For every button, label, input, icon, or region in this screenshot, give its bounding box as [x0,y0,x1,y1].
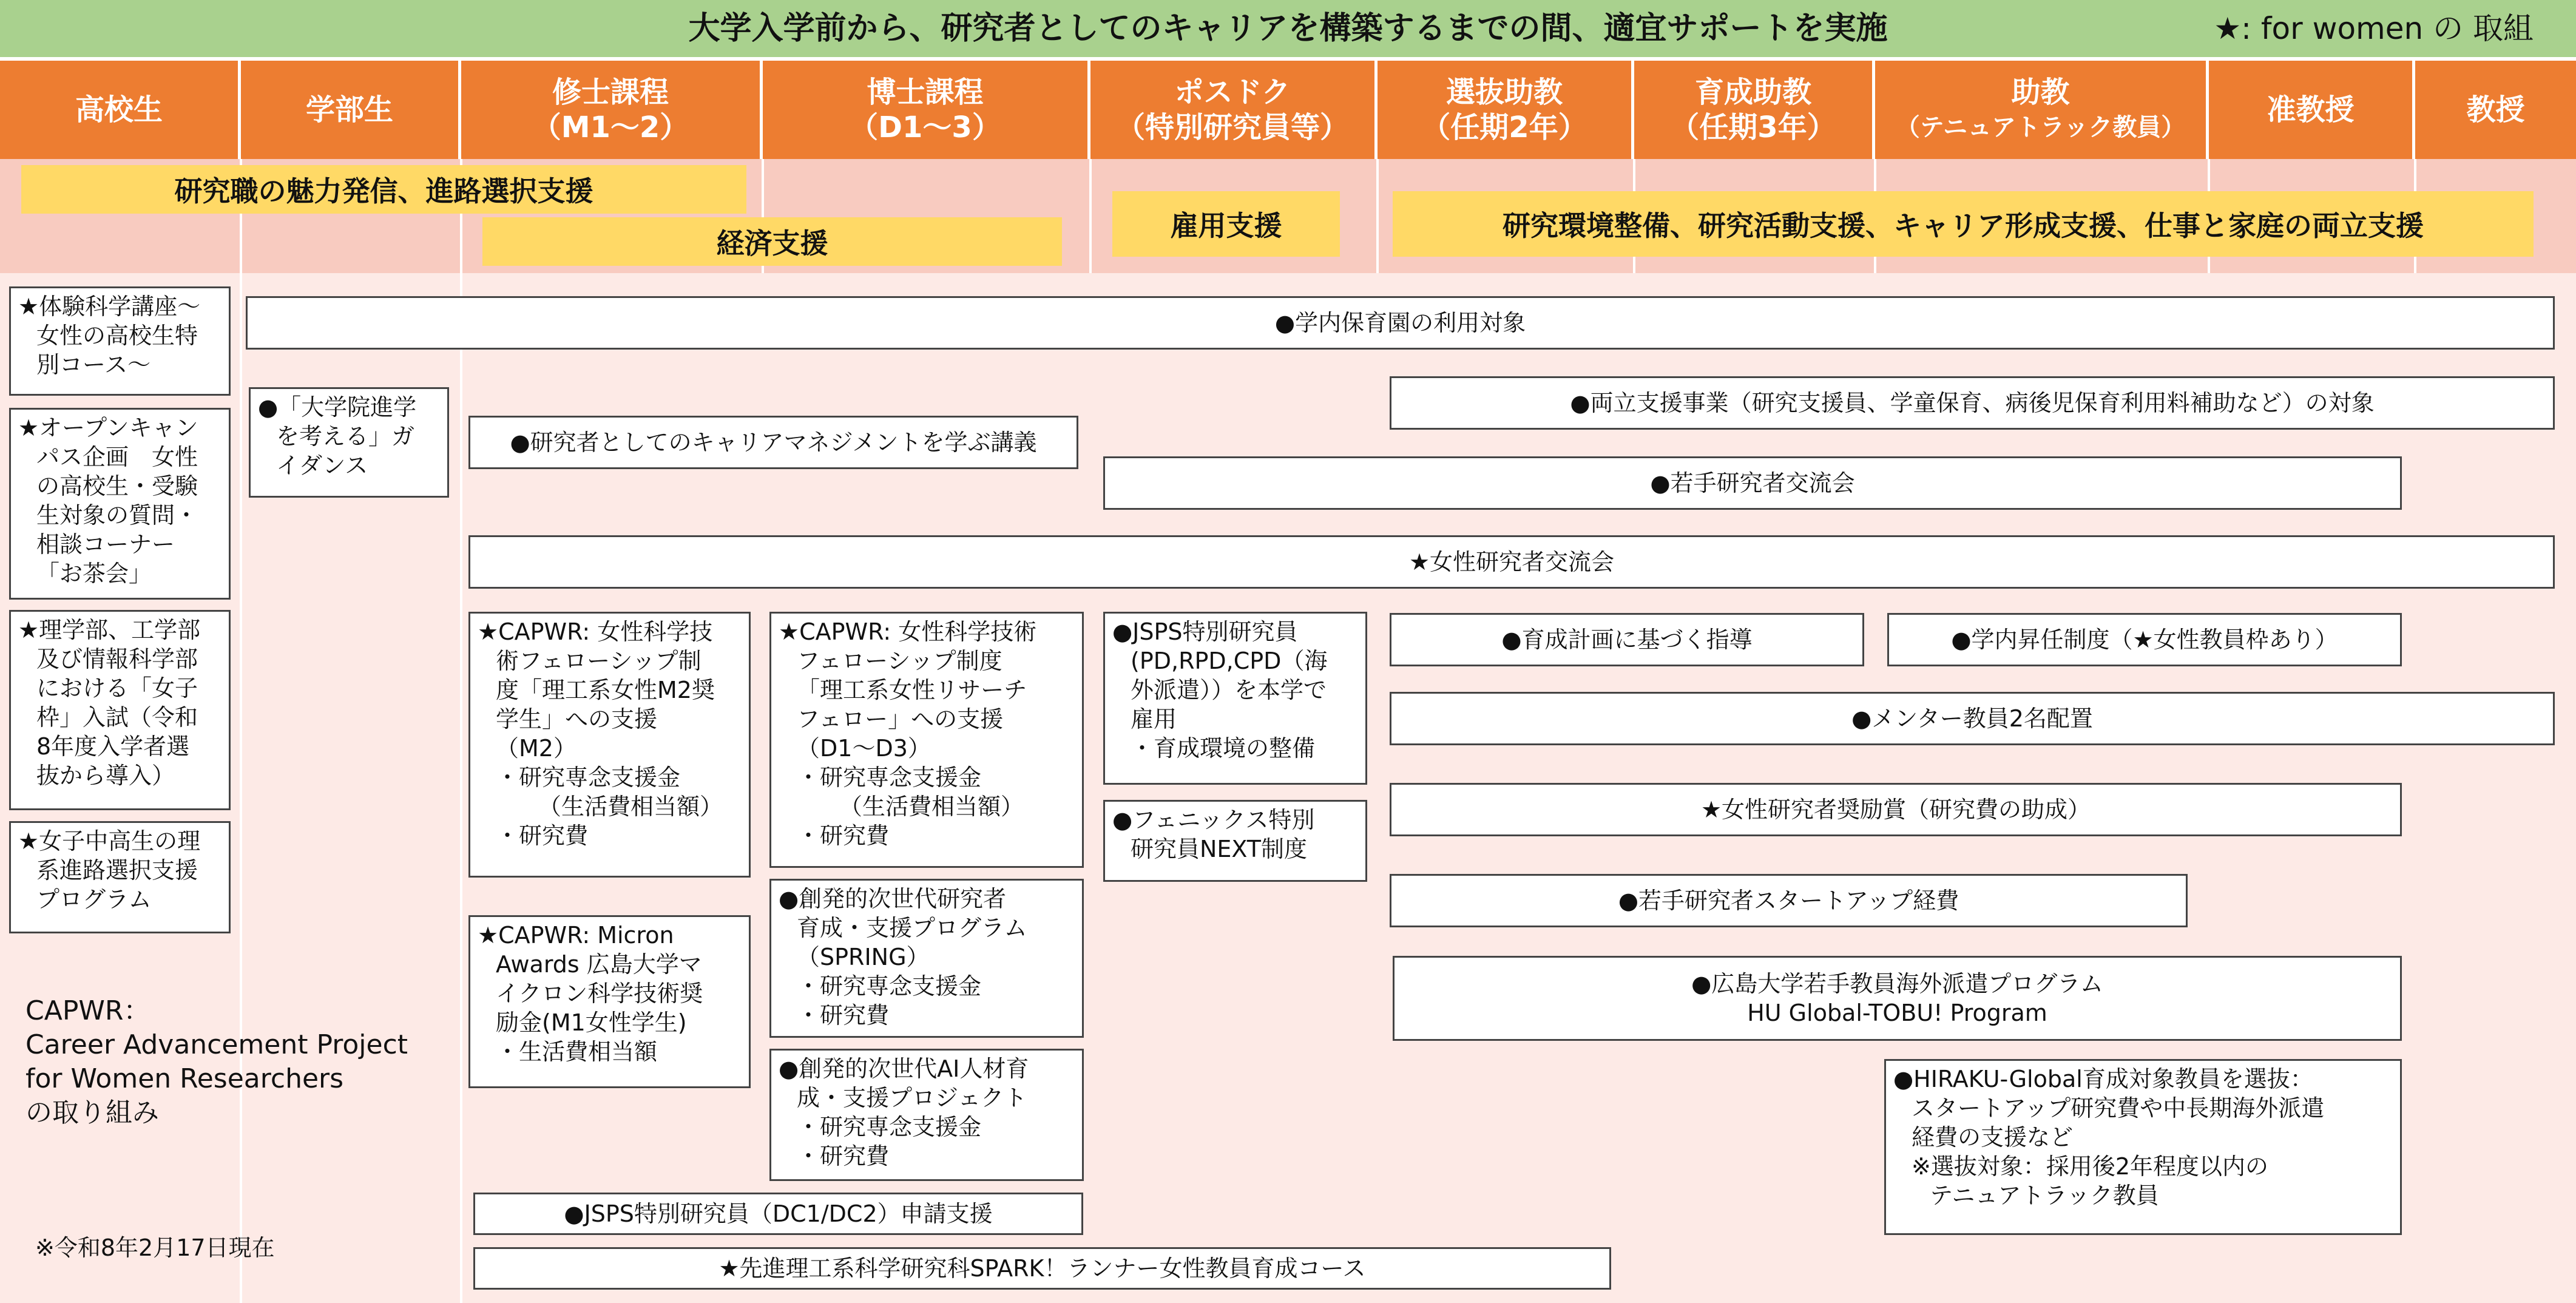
box-line: スタートアップ研究費や中長期海外派遣 [1912,1095,2325,1122]
col-doctor [763,61,1090,159]
footnote-line: for Women Researchers [25,1063,344,1094]
box-line: 生対象の質問・ [36,502,198,529]
box-line: プログラム [36,886,152,913]
open-campus-box [9,408,231,600]
box-line: 系進路選択支援 [36,857,198,884]
box-line: を考える」ガ [276,423,415,450]
jsps-postdoc-box [1103,612,1367,785]
box-line: ●創発的次世代AI人材育 [779,1055,1029,1082]
box-line: イクロン科学技術奨 [496,980,703,1007]
box-line: イダンス [276,452,368,479]
box-line: 「理工系女性リサーチ [797,677,1027,703]
column-divider [1089,159,1092,273]
box-line: ・研究費 [797,822,890,849]
col-postdoc [1090,61,1378,159]
band-appeal: 研究職の魅力発信、進路選択支援 [21,165,746,214]
box-line: 雇用 [1131,706,1177,733]
box-line: ・研究費 [496,822,589,849]
box-line: 術フェローシップ制 [496,648,701,674]
promotion-system-bar: ●学内昇任制度（★女性教員枠あり） [1887,613,2402,666]
jsps-dc-apply-bar: ●JSPS特別研究員（DC1/DC2）申請支援 [473,1193,1083,1235]
highschool-trial-lecture-box [9,286,231,396]
footnote-line: の取り組み [25,1097,159,1128]
box-line: ★体験科学講座～ [18,293,201,320]
startup-fund-bar: ●若手研究者スタートアップ経費 [1390,874,2188,927]
box-line: 度「理工系女性M2奨 [496,677,715,703]
col-label: 育成助教 [1694,75,1811,109]
col-label: 博士課程 [867,75,984,109]
col-label: ポスドク [1174,75,1291,109]
nursery-bar: ●学内保育園の利用対象 [246,296,2555,350]
col-sublabel: （D1～3） [849,110,1001,144]
box-line: ★オープンキャン [18,415,198,441]
box-line: ★CAPWR: 女性科学技 [478,618,713,645]
box-line: （生活費相当額） [839,793,1024,820]
box-line: 抜から導入） [36,762,175,789]
box-line: の高校生・受験 [36,473,198,499]
box-line: 枠」入試（令和 [36,704,198,731]
box-line: 経費の支援など [1912,1124,2074,1151]
col-label: 准教授 [2267,93,2355,127]
box-line: 相談コーナー [36,531,175,558]
col-sublabel: （テニュアトラック教員） [1895,113,2186,141]
box-line: ●広島大学若手教員海外派遣プログラム [1691,970,2103,997]
column-divider [1376,159,1379,273]
col-sublabel: （M1～2） [532,110,689,144]
box-line: フェローシップ制度 [797,648,1002,674]
box-line: 成・支援プロジェクト [797,1085,1027,1111]
box-line: ・研究専念支援金 [496,764,681,791]
col-professor [2415,61,2576,159]
women-quota-admission-box [9,610,231,810]
guidance-plan-bar: ●育成計画に基づく指導 [1390,613,1864,666]
box-line: (PD,RPD,CPD（海 [1131,648,1328,674]
box-line: ●フェニックス特別 [1112,807,1315,833]
capwr-doctor-box [769,612,1084,868]
col-label: 助教 [2011,75,2070,109]
box-line: 「お茶会」 [36,560,152,587]
box-line: における「女子 [36,675,198,702]
col-undergrad [241,61,461,159]
col-master [461,61,763,159]
footnote-line: Career Advancement Project [25,1029,408,1060]
footnote-line: CAPWR： [25,995,150,1026]
box-line: ★CAPWR: 女性科学技術 [779,618,1037,645]
mentor-bar: ●メンター教員2名配置 [1390,692,2555,745]
col-sublabel: （任期3年） [1670,110,1836,144]
page-title: 大学入学前から、研究者としてのキャリアを構築するまでの間、適宜サポートを実施 [688,10,1888,47]
box-line: ●「大学院進学 [258,394,417,421]
col-training-assistant [1634,61,1875,159]
career-lecture-bar: ●研究者としてのキャリアマネジメントを学ぶ講義 [468,416,1078,469]
box-line: （D1～D3） [797,735,931,762]
col-label: 選抜助教 [1445,75,1563,109]
col-label: 学部生 [305,93,393,127]
women-award-bar: ★女性研究者奨励賞（研究費の助成） [1390,783,2402,836]
box-line: フェロー」への支援 [797,706,1004,733]
box-line: ・生活費相当額 [496,1038,658,1065]
box-line: ★理学部、工学部 [18,617,201,643]
box-line: ・研究費 [797,1143,890,1169]
box-line: 別コース～ [36,351,151,378]
capwr-micron-box [468,915,751,1088]
col-label: 教授 [2466,93,2525,127]
col-selected-assistant [1378,61,1634,159]
women-researcher-exchange-bar: ★女性研究者交流会 [468,535,2555,589]
band-employment: 雇用支援 [1112,191,1340,257]
spring-program-box [769,879,1084,1038]
box-line: ・研究専念支援金 [797,1114,982,1140]
box-line: 学生」への支援 [496,706,658,733]
young-researcher-exchange-bar: ●若手研究者交流会 [1103,456,2402,510]
col-associate-prof [2209,61,2415,159]
work-life-balance-bar: ●両立支援事業（研究支援員、学童保育、病後児保育利用料補助など）の対象 [1390,376,2555,430]
box-line: パス企画 女性 [36,444,198,470]
ai-talent-project-box [769,1049,1084,1181]
box-line: 女性の高校生特 [36,322,198,349]
capwr-m2-box [468,612,751,878]
box-line: ●HIRAKU-Global育成対象教員を選抜： [1893,1066,2313,1092]
band-economic: 経済支援 [482,217,1062,266]
box-line: 育成・支援プログラム [797,915,1027,941]
overseas-program-box [1393,956,2402,1041]
box-line: 外派遣））を本学で [1131,677,1327,703]
legend-note: ★: for women の 取組 [2214,11,2534,46]
date-footnote: ※令和8年2月17日現在 [35,1234,275,1261]
box-line: （SPRING） [797,944,930,970]
box-line: ※選抜対象：採用後2年程度以内の [1912,1153,2269,1180]
box-line: （生活費相当額） [538,793,723,820]
grad-guidance-box [249,387,449,498]
capwr-footnote [25,994,462,1130]
col-sublabel: （特別研究員等） [1115,110,1349,144]
box-line: （M2） [496,735,576,762]
box-line: ●JSPS特別研究員 [1112,618,1298,645]
box-line: 研究員NEXT制度 [1131,836,1308,862]
box-line: テニュアトラック教員 [1930,1182,2159,1209]
box-line: ●創発的次世代研究者 [779,885,1007,912]
col-label: 高校生 [75,93,163,127]
col-highschool [0,61,241,159]
box-line: ・育成環境の整備 [1131,735,1316,762]
box-line: HU Global-TOBU! Program [1747,1000,2047,1026]
band-environment: 研究環境整備、研究活動支援、キャリア形成支援、仕事と家庭の両立支援 [1393,191,2534,257]
box-line: ★女子中高生の理 [18,828,201,855]
spark-course-bar: ★先進理工系科学研究科SPARK！ランナー女性教員育成コース [473,1247,1611,1290]
col-assistant-prof [1875,61,2209,159]
box-line: ★CAPWR: Micron [478,922,674,949]
column-divider [240,159,242,1303]
stem-path-program-box [9,821,231,933]
box-line: ・研究専念支援金 [797,764,982,791]
box-line: 励金(M1女性学生) [496,1009,687,1036]
box-line: 8年度入学者選 [36,733,190,760]
hiraku-global-box [1884,1059,2402,1235]
box-line: ・研究費 [797,1002,890,1029]
box-line: 及び情報科学部 [36,646,198,672]
phoenix-fellow-box [1103,800,1367,882]
col-label: 修士課程 [552,75,669,109]
box-line: ・研究専念支援金 [797,973,982,1000]
col-sublabel: （任期2年） [1421,110,1587,144]
box-line: Awards 広島大学マ [496,951,702,978]
